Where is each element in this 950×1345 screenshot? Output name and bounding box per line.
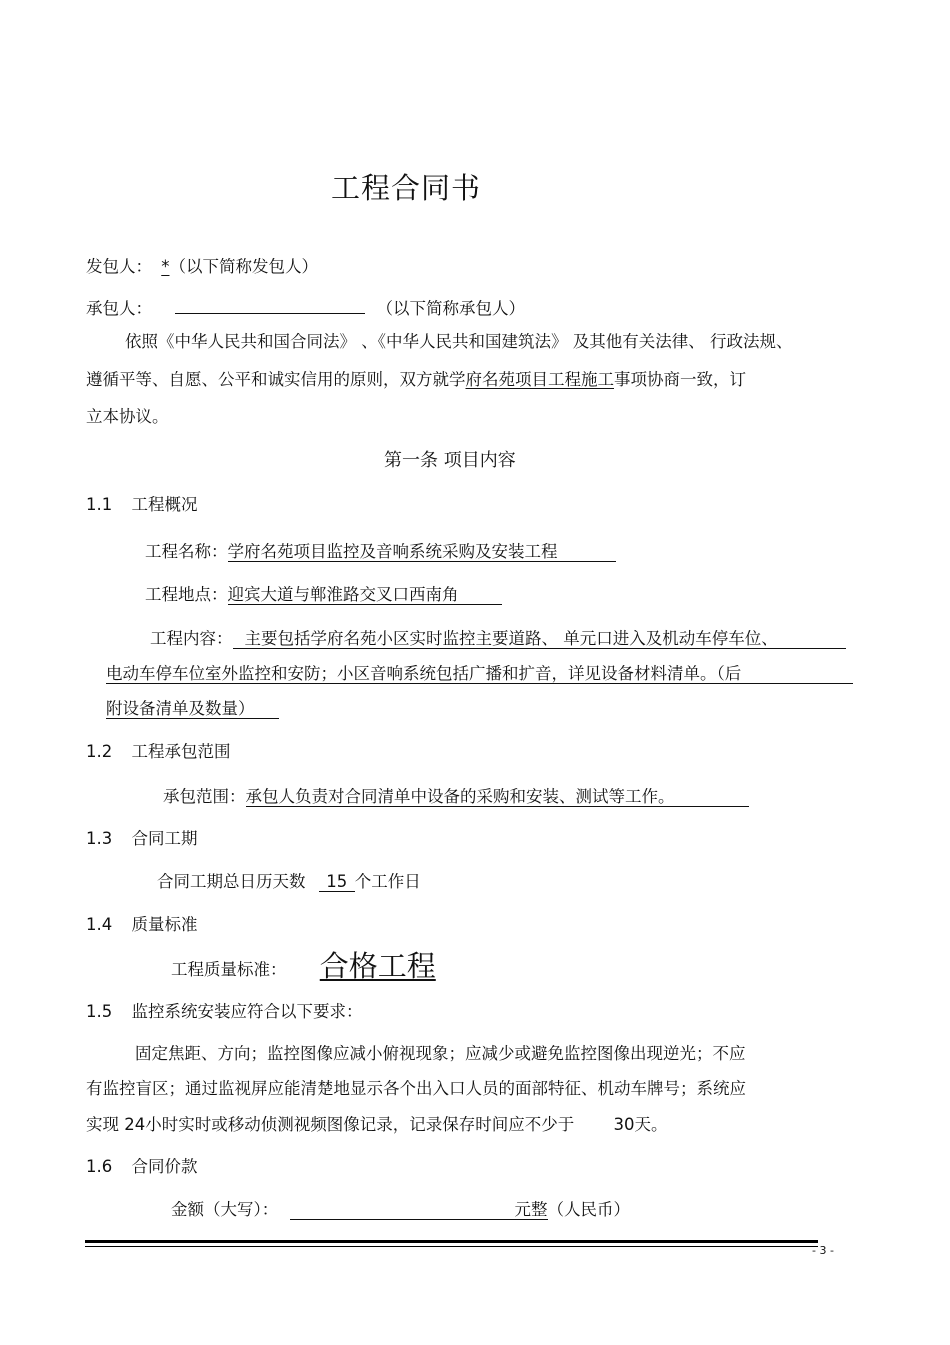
- project-name-field: [228, 544, 616, 562]
- section-1-2-heading: [86, 744, 231, 761]
- intro-line-2: [86, 372, 746, 389]
- project-content-line-1: [150, 631, 846, 649]
- section-title: 合同工期: [131, 829, 198, 848]
- section-number: 1.1: [86, 495, 113, 514]
- employer-note: （以下简称发包人）: [169, 257, 318, 276]
- project-content-field-1: [233, 631, 846, 649]
- amount-field: [290, 1202, 548, 1220]
- retention-days: 30天。: [613, 1115, 668, 1134]
- project-location-label: 工程地点：: [145, 585, 228, 604]
- scope-line: [163, 789, 749, 807]
- project-location-value: 迎宾大道与郸淮路交叉口西南角: [227, 585, 459, 604]
- section-1-1-heading: [86, 497, 198, 514]
- scope-value: 承包人负责对合同清单中设备的采购和安装、测试等工作。: [245, 787, 675, 806]
- employer-label: 发包人：: [86, 257, 152, 276]
- project-location-field: [228, 587, 502, 605]
- section-title: 合同价款: [131, 1157, 198, 1176]
- project-content-label: 工程内容：: [150, 629, 233, 648]
- project-content-field-2: [106, 666, 853, 684]
- section-number: 1.2: [86, 742, 113, 761]
- project-location-line: [145, 587, 502, 605]
- requirements-line-2: 有监控盲区；通过监视屏应能清楚地显示各个出入口人员的面部特征、机动车牌号；系统应: [86, 1079, 746, 1098]
- contractor-blank: [175, 297, 365, 314]
- section-title: 工程概况: [131, 495, 198, 514]
- project-name-value: 学府名苑项目监控及音响系统采购及安装工程: [227, 542, 558, 561]
- amount-label: 金额（大写）：: [171, 1200, 279, 1219]
- section-1-4-heading: [86, 917, 198, 934]
- project-content-text-3: 附设备清单及数量）: [106, 699, 255, 718]
- scope-label: 承包范围：: [163, 787, 246, 806]
- document-title: 工程合同书: [331, 171, 482, 205]
- section-title: 监控系统安装应符合以下要求：: [131, 1002, 363, 1021]
- intro-line-3: 立本协议。: [86, 407, 169, 426]
- section-title: 工程承包范围: [131, 742, 231, 761]
- footer-rule-thick: [85, 1240, 818, 1243]
- intro-project-name: 府名苑项目工程施工: [465, 370, 614, 389]
- employer-value: *: [161, 257, 170, 276]
- intro-line-2-post: 事项协商一致，订: [614, 370, 746, 389]
- project-content-text-2: 电动车停车位室外监控和安防；小区音响系统包括广播和扩音，详见设备材料清单。（后: [106, 664, 742, 683]
- duration-days-field: [319, 874, 355, 892]
- project-content-line-3: [106, 701, 279, 719]
- duration-line: [157, 874, 421, 892]
- section-number: 1.4: [86, 915, 113, 934]
- quality-value: 合格工程: [319, 949, 436, 983]
- quality-line: [171, 949, 436, 983]
- quality-label: 工程质量标准：: [171, 959, 287, 979]
- project-content-field-3: [106, 701, 279, 719]
- duration-post: 个工作日: [354, 872, 421, 891]
- amount-currency: （人民币）: [547, 1200, 630, 1219]
- intro-line-2-pre: 遵循平等、自愿、公平和诚实信用的原则，双方就学: [86, 370, 466, 389]
- project-name-label: 工程名称：: [145, 542, 228, 561]
- article-heading: 第一条 项目内容: [384, 450, 516, 471]
- contractor-line: [86, 297, 525, 318]
- section-1-3-heading: [86, 831, 198, 848]
- section-title: 质量标准: [131, 915, 198, 934]
- section-number: 1.5: [86, 1002, 113, 1021]
- employer-line: [86, 259, 318, 276]
- contractor-label: 承包人：: [86, 299, 152, 318]
- contractor-note: （以下简称承包人）: [376, 299, 525, 318]
- section-1-6-heading: [86, 1159, 198, 1176]
- requirements-line-3: [86, 1117, 668, 1134]
- project-content-text-1: 主要包括学府名苑小区实时监控主要道路、 单元口进入及机动车停车位、: [244, 629, 778, 648]
- duration-days: 15: [326, 872, 348, 891]
- requirements-line-1: 固定焦距、方向；监控图像应减小俯视现象；应减少或避免监控图像出现逆光；不应: [135, 1044, 746, 1063]
- page-number: - 3 -: [812, 1244, 834, 1257]
- footer-rule-thin: [85, 1246, 818, 1247]
- project-content-line-2: [106, 666, 853, 684]
- requirements-line-3-text: 实现 24小时实时或移动侦测视频图像记录，记录保存时间应不少于: [86, 1115, 575, 1134]
- section-number: 1.6: [86, 1157, 113, 1176]
- project-name-line: [145, 544, 616, 562]
- section-number: 1.3: [86, 829, 113, 848]
- scope-field: [246, 789, 749, 807]
- amount-unit: 元整: [514, 1200, 548, 1219]
- amount-line: [171, 1202, 630, 1220]
- intro-line-1: 依照《中华人民共和国合同法》 、《中华人民共和国建筑法》 及其他有关法律、 行政法规、: [125, 332, 793, 351]
- duration-pre: 合同工期总日历天数: [157, 872, 306, 891]
- section-1-5-heading: [86, 1004, 363, 1021]
